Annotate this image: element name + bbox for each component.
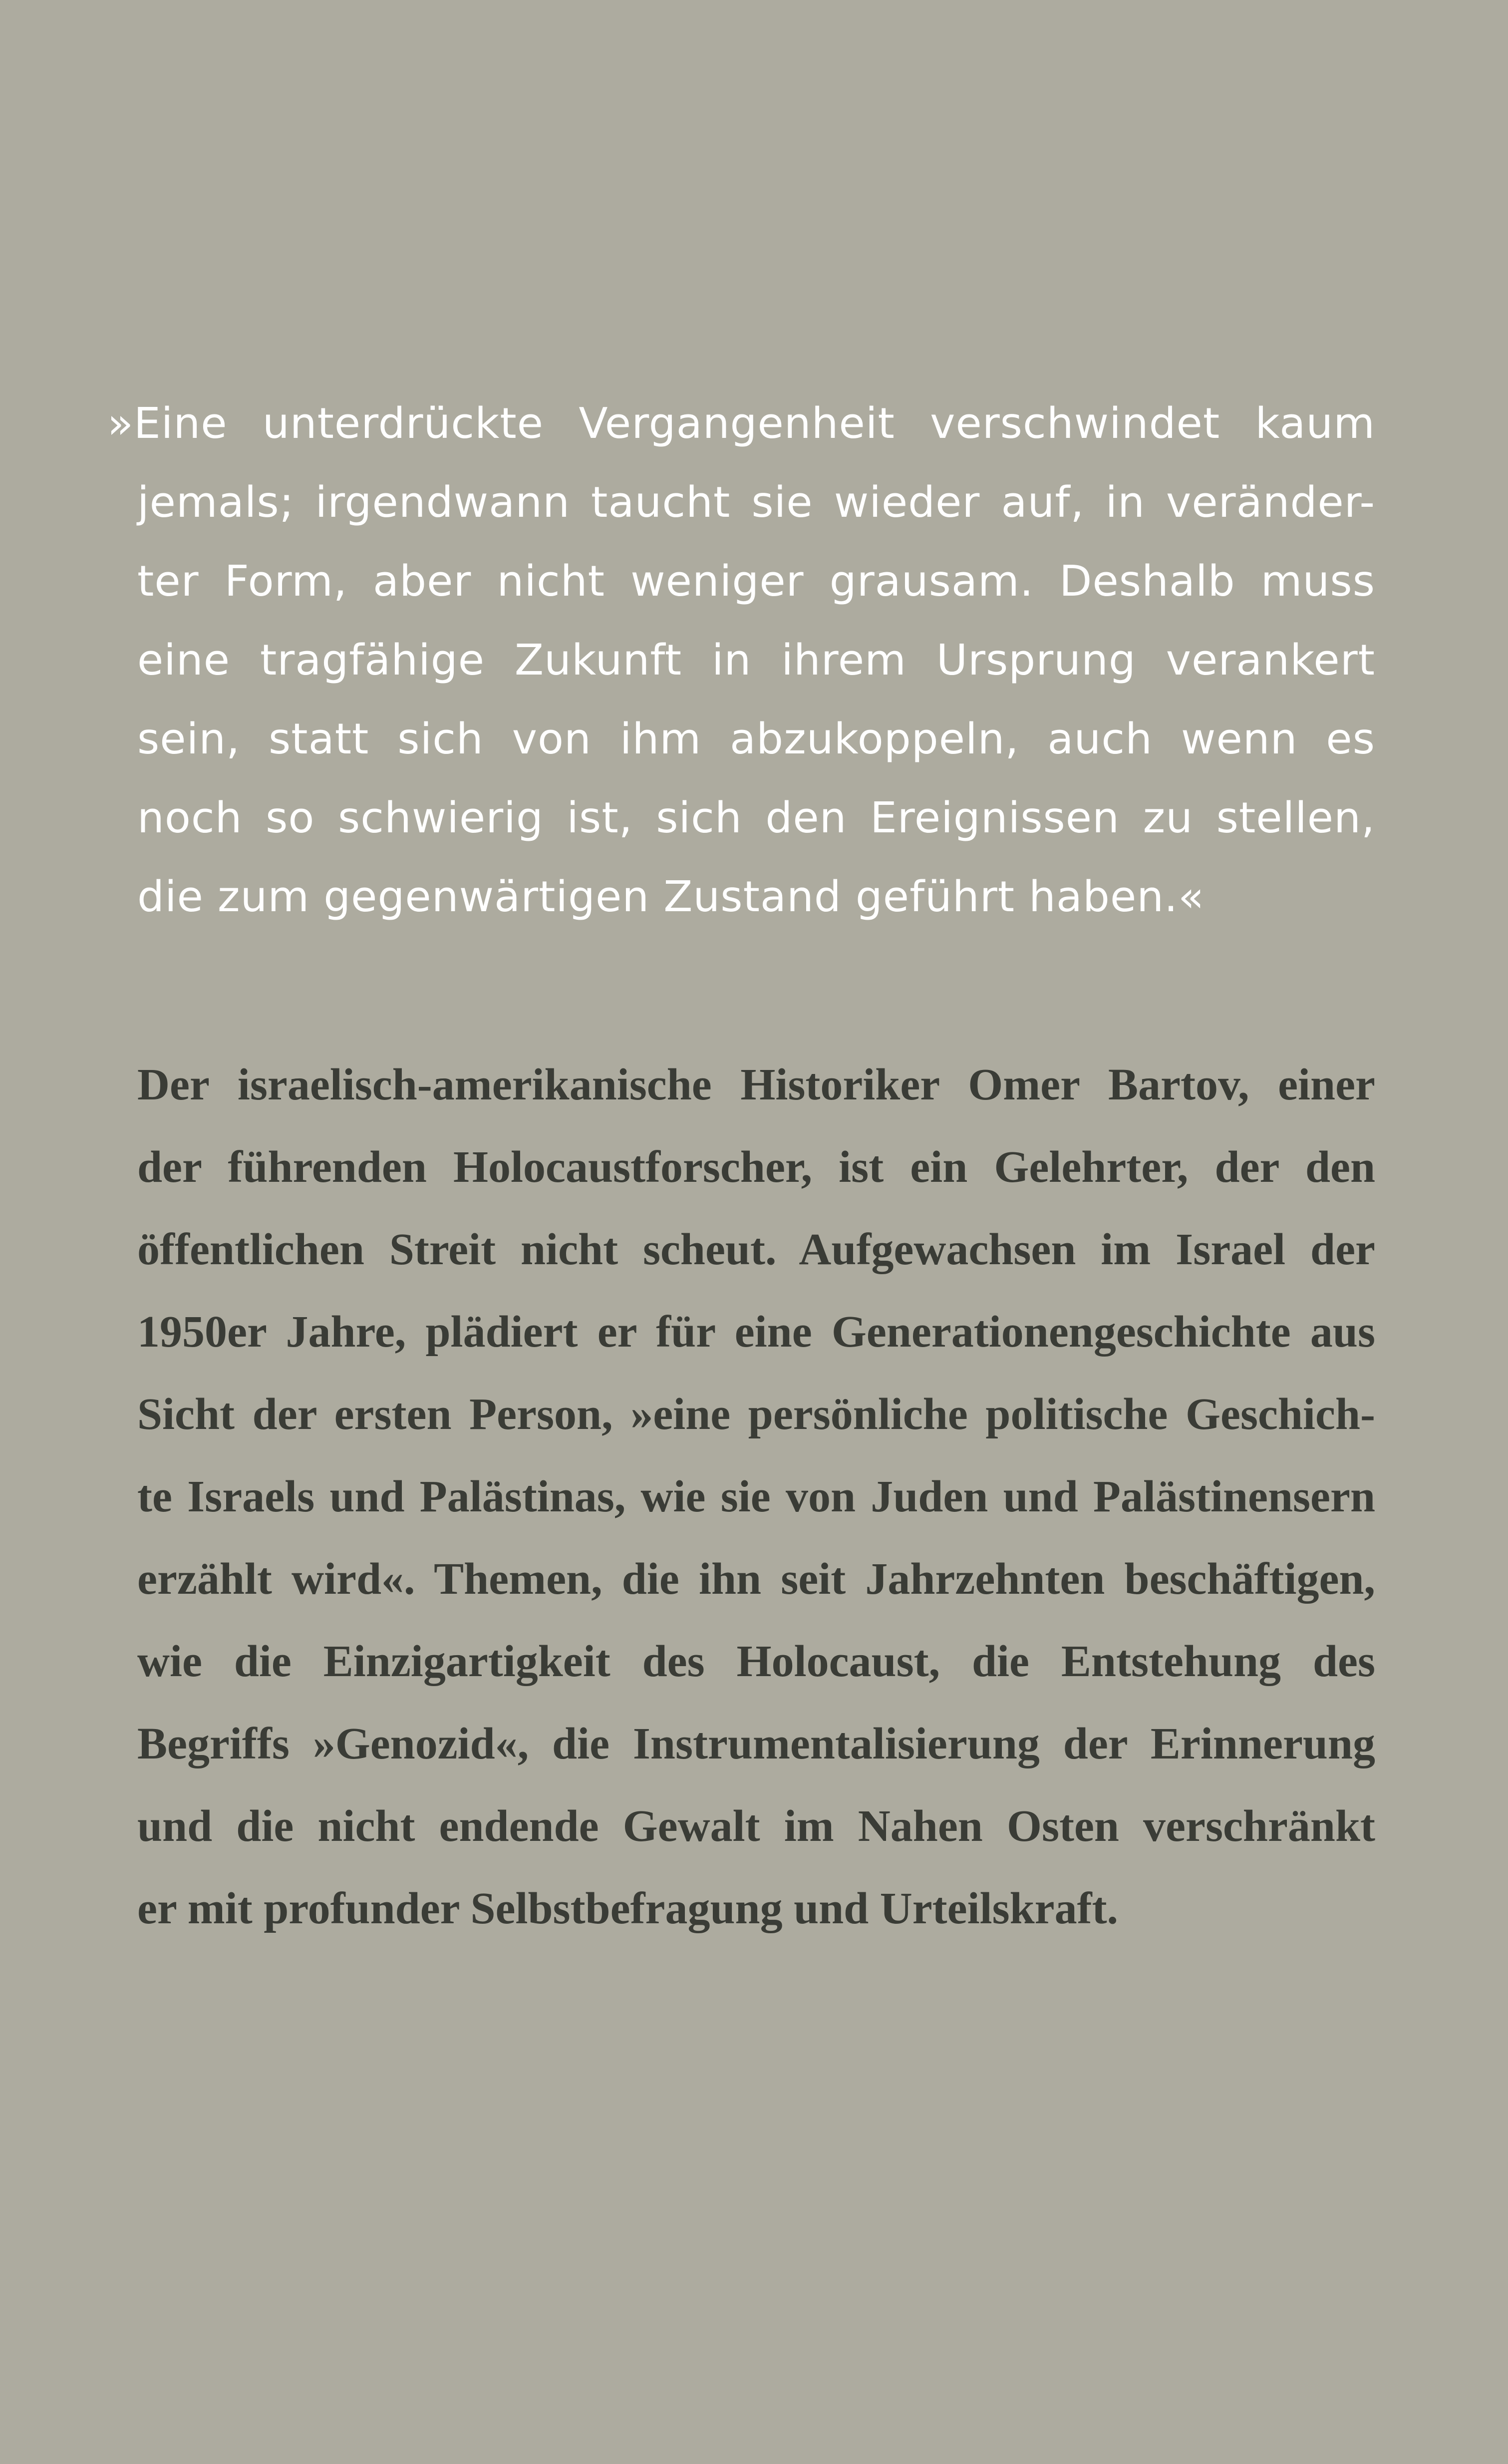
quote-line: die zum gegenwärtigen Zustand geführt haben.« xyxy=(137,872,1205,922)
quote-line: sein, statt sich von ihm abzukoppeln, auch wenn es xyxy=(137,714,1375,764)
quote-line: »Eine unterdrückte Vergangenheit verschwindet kaum xyxy=(107,399,1375,448)
description-line: öffentlichen Streit nicht scheut. Aufgewachsen im Israel der xyxy=(137,1225,1375,1274)
quote-block xyxy=(107,384,1375,937)
description-block xyxy=(137,1044,1375,1950)
description-line: Begriffs »Genozid«, die Instrumentalisierung der Erinnerung xyxy=(137,1719,1375,1768)
description-line: er mit profunder Selbstbefragung und Urteilskraft. xyxy=(137,1884,1119,1933)
quote-line: jemals; irgendwann taucht sie wieder auf, in veränder- xyxy=(137,478,1375,527)
description-line: 1950er Jahre, plädiert er für eine Generationengeschichte aus xyxy=(137,1307,1375,1357)
description-line: te Israels und Palästinas, wie sie von Juden und Palästinensern xyxy=(137,1472,1375,1521)
description-line: und die nicht endende Gewalt im Nahen Osten verschränkt xyxy=(137,1801,1375,1851)
description-line: Sicht der ersten Person, »eine persönliche politische Geschich- xyxy=(137,1390,1375,1439)
description-line: Der israelisch-amerikanische Historiker Omer Bartov, einer xyxy=(137,1060,1375,1109)
quote-line: noch so schwierig ist, sich den Ereignissen zu stellen, xyxy=(137,793,1375,843)
quote-line: ter Form, aber nicht weniger grausam. Deshalb muss xyxy=(137,557,1375,606)
quote-line: eine tragfähige Zukunft in ihrem Ursprung verankert xyxy=(137,636,1375,685)
description-line: wie die Einzigartigkeit des Holocaust, die Entstehung des xyxy=(137,1637,1375,1686)
description-line: der führenden Holocaustforscher, ist ein Gelehrter, der den xyxy=(137,1142,1375,1192)
description-line: erzählt wird«. Themen, die ihn seit Jahrzehnten beschäftigen, xyxy=(137,1554,1375,1604)
